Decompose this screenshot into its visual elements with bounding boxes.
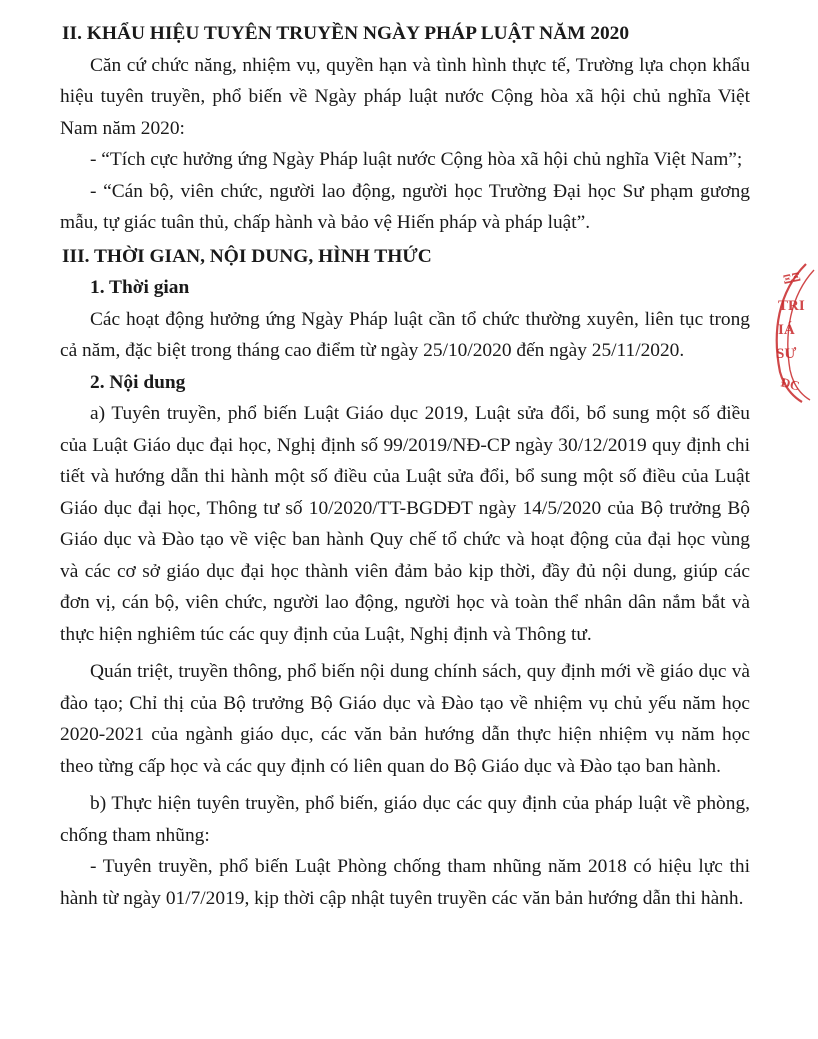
svg-text:SƯ: SƯ [776,346,797,362]
svg-text:ΞΞ: ΞΞ [781,268,802,287]
section-3-heading: III. THỜI GIAN, NỘI DUNG, HÌNH THỨC [62,245,432,267]
official-stamp-fragment [758,262,818,402]
time-heading: 1. Thời gian [90,277,190,298]
slogan-1: - “Tích cực hưởng ứng Ngày Pháp luật nước Cộng hòa xã hội chủ nghĩa Việt Nam”; [90,149,743,170]
svg-text:IÁ: IÁ [778,322,795,338]
content-a2: Quán triệt, truyền thông, phổ biến nội dung chính sách, quy định mới về giáo dục và đào tạo; Chỉ thị của Bộ trưởng Bộ Giáo dục và Đào tạo về nhiệm vụ chủ yếu năm học 2020-2021 của ngành giáo dục, các văn bản hướng dẫn thực hiện nhiệm vụ năm học theo từng cấp học và các quy định có liên quan do Bộ Giáo dục và Đào tạo ban hành. [60,661,750,777]
content-b: b) Thực hiện tuyên truyền, phổ biến, giáo dục các quy định của pháp luật về phòng, chống tham nhũng: [60,793,750,846]
section-2-heading: II. KHẨU HIỆU TUYÊN TRUYỀN NGÀY PHÁP LUẬT NĂM 2020 [62,23,630,44]
svg-text:ĐC: ĐC [779,374,802,394]
section-2-intro: Căn cứ chức năng, nhiệm vụ, quyền hạn và tình hình thực tế, Trường lựa chọn khẩu hiệu tuyên truyền, phổ biến về Ngày pháp luật nước Cộng hòa xã hội chủ nghĩa Việt Nam năm 2020: [60,54,750,139]
svg-text:TRI: TRI [778,298,805,314]
content-a: a) Tuyên truyền, phổ biến Luật Giáo dục 2019, Luật sửa đổi, bổ sung một số điều của Luật Giáo dục đại học, Nghị định số 99/2019/NĐ-CP ngày 30/12/2019 quy định chi tiết và hướng dẫn thi hành một số điều của Luật sửa đổi, bổ sung một số điều của Luật Giáo dục đại học, Thông tư số 10/2020/TT-BGDĐT ngày 14/5/2020 của Bộ trưởng Bộ Giáo dục và Đào tạo về việc ban hành Quy chế tổ chức và hoạt động của đại học vùng và các cơ sở giáo dục đại học thành viên đảm bảo kịp thời, đầy đủ nội dung, giúp các đơn vị, cán bộ, viên chức, người lao động, người học và toàn thể nhân dân nắm bắt và thực hiện nghiêm túc các quy định của Luật, Nghị định và Thông tư. [60,403,750,645]
content-b1: - Tuyên truyền, phổ biến Luật Phòng chống tham nhũng năm 2018 có hiệu lực thi hành từ ngày 01/7/2019, kịp thời cập nhật tuyên truyền các văn bản hướng dẫn thi hành. [60,856,750,909]
time-text: Các hoạt động hưởng ứng Ngày Pháp luật cần tổ chức thường xuyên, liên tục trong cả năm, đặc biệt trong tháng cao điểm từ ngày 25/10/2020 đến ngày 25/11/2020. [60,308,750,361]
content-heading: 2. Nội dung [90,371,186,393]
document-body [60,18,750,914]
slogan-2: - “Cán bộ, viên chức, người lao động, người học Trường Đại học Sư phạm gương mẫu, tự giác tuân thủ, chấp hành và bảo vệ Hiến pháp và pháp luật”. [60,180,750,233]
